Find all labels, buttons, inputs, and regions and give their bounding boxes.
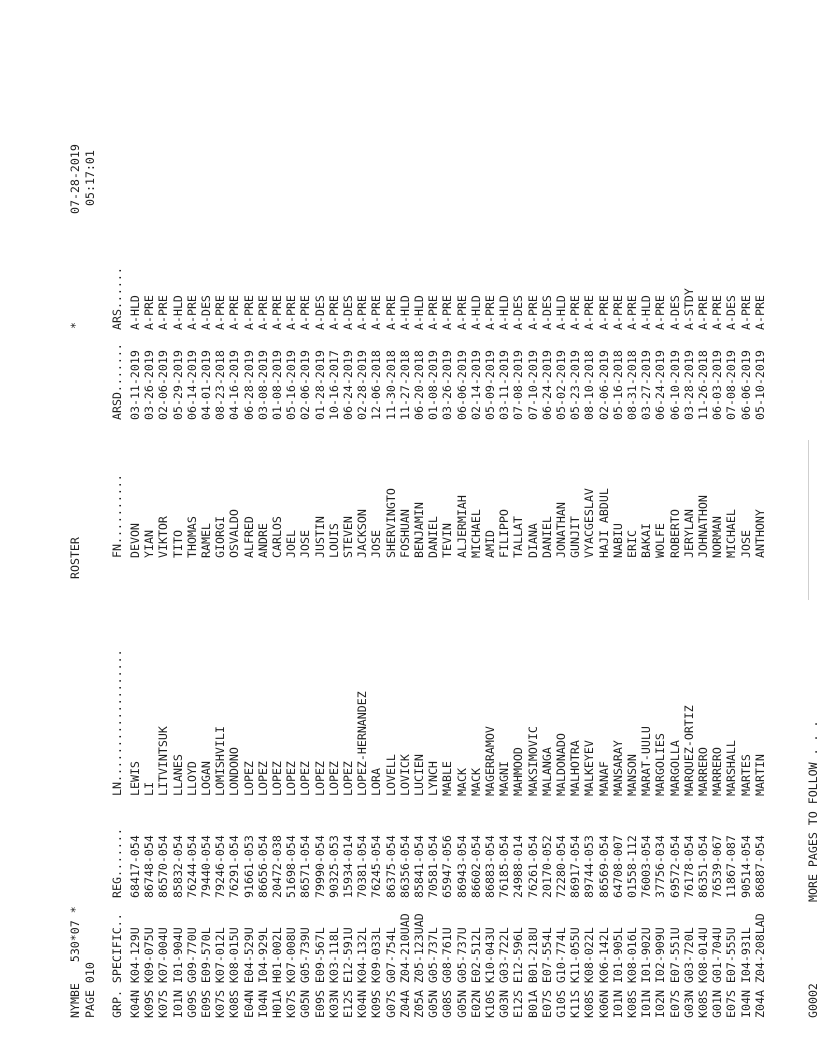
cell-last-name: MAGERRAMOV <box>483 726 497 796</box>
cell-ars: A-DES <box>539 295 554 330</box>
cell-first-name: FILIPPO <box>497 509 512 558</box>
cell-arsd: 04-16-2019 <box>227 350 242 420</box>
cell-last-name: LOPEZ <box>341 761 355 796</box>
cell-group: E07S E07-555U <box>724 927 739 1018</box>
cell-first-name: GIORGI <box>213 516 228 558</box>
cell-last-name: MARRERO <box>710 747 725 796</box>
cell-arsd: 02-06-2019 <box>156 350 171 420</box>
cell-reg: 85841-054 <box>412 835 426 898</box>
cell-first-name: JOSE <box>738 530 753 558</box>
cell-first-name: JOSE <box>298 530 313 558</box>
cell-last-name: MANSON <box>625 754 639 796</box>
cell-ars: A-PRE <box>525 295 540 330</box>
cell-first-name: BAKAI <box>639 523 654 558</box>
cell-last-name: MARRERO <box>696 747 710 796</box>
cell-arsd: 06-06-2019 <box>738 350 753 420</box>
cell-ars: A-PRE <box>653 295 668 330</box>
cell-reg: 86887-054 <box>752 835 767 898</box>
cell-first-name: YIAN <box>142 530 157 558</box>
cell-first-name: STEVEN <box>341 516 355 558</box>
cell-first-name: NABIU <box>610 523 625 558</box>
cell-arsd: 03-08-2019 <box>255 350 270 420</box>
cell-group: I01N I01-905L <box>610 927 625 1018</box>
cell-first-name: VIKTOR <box>156 516 171 558</box>
cell-last-name: LOPEZ <box>312 761 327 796</box>
cell-first-name: THOMAS <box>184 516 199 558</box>
cell-group: K08S K08-014U <box>696 927 710 1018</box>
cell-arsd: 08-31-2018 <box>625 350 639 420</box>
cell-group: G08S G08-761U <box>440 927 455 1018</box>
cell-last-name: MAKSIMOVIC <box>525 726 540 796</box>
cell-last-name: MARQUEZ-ORTIZ <box>681 705 696 796</box>
cell-ars: A-PRE <box>696 295 710 330</box>
cell-reg: 15934-014 <box>341 835 355 898</box>
cell-last-name: MALHOTRA <box>568 740 583 796</box>
cell-group: I04N I04-931L <box>738 927 753 1018</box>
cell-arsd: 05-10-2019 <box>752 350 767 420</box>
cell-arsd: 03-11-2019 <box>497 350 512 420</box>
cell-first-name: ANDRE <box>255 523 270 558</box>
cell-reg: 76003-054 <box>639 835 654 898</box>
cell-group: Z04A Z04-210UAD <box>397 913 412 1018</box>
cell-first-name: DEVON <box>128 523 142 558</box>
cell-arsd: 03-26-2019 <box>142 350 157 420</box>
cell-first-name: MICHAEL <box>724 509 739 558</box>
cell-group: K11S K11-055U <box>568 927 583 1018</box>
cell-last-name: MARSHALL <box>724 740 739 796</box>
cell-group: E12S E12-591U <box>341 927 355 1018</box>
cell-last-name: MARTES <box>738 754 753 796</box>
cell-first-name: SHERVINGTO <box>383 488 398 558</box>
cell-reg: 11867-087 <box>724 835 739 898</box>
cell-ars: A-PRE <box>270 295 284 330</box>
cell-arsd: 05-09-2019 <box>483 350 497 420</box>
cell-last-name: LYNCH <box>426 761 441 796</box>
col-header-last-name: LN................... <box>110 649 124 796</box>
cell-first-name: JONATHAN <box>554 502 568 558</box>
cell-arsd: 07-08-2019 <box>724 350 739 420</box>
cell-arsd: 05-02-2019 <box>554 350 568 420</box>
cell-arsd: 06-24-2019 <box>539 350 554 420</box>
cell-first-name: FOSHUAN <box>397 509 412 558</box>
cell-last-name: LORA <box>369 768 384 796</box>
cell-reg: 86883-054 <box>483 835 497 898</box>
cell-ars: A-PRE <box>142 295 157 330</box>
cell-group: E09S E09-567L <box>312 927 327 1018</box>
cell-ars: A-PRE <box>596 295 611 330</box>
cell-arsd: 06-24-2019 <box>653 350 668 420</box>
cell-reg: 76244-054 <box>184 835 199 898</box>
cell-arsd: 10-16-2017 <box>326 350 341 420</box>
rotated-roster-page <box>60 54 820 1024</box>
report-time: 05:17:01 <box>83 150 97 206</box>
cell-first-name: JERYLAN <box>681 509 696 558</box>
cell-ars: A-PRE <box>483 295 497 330</box>
cell-ars: A-HLD <box>397 295 412 330</box>
cell-first-name: ROBERTO <box>667 509 682 558</box>
cell-first-name: DANIEL <box>426 516 441 558</box>
cell-ars: A-PRE <box>213 295 228 330</box>
cell-group: K09S K09-075U <box>142 927 157 1018</box>
cell-ars: A-DES <box>511 295 526 330</box>
cell-first-name: ANTHONY <box>752 509 767 558</box>
cell-first-name: MICHAEL <box>468 509 483 558</box>
cell-reg: 76261-054 <box>525 835 540 898</box>
cell-first-name: VYACGESLAV <box>582 488 597 558</box>
header-star: * <box>68 322 82 329</box>
cell-group: G01N G01-704U <box>710 927 725 1018</box>
cell-ars: A-PRE <box>355 295 370 330</box>
cell-group: E12S E12-596L <box>511 927 526 1018</box>
page-number: PAGE 010 <box>83 962 97 1018</box>
cell-ars: A-PRE <box>383 295 398 330</box>
cell-reg: 70581-054 <box>426 835 441 898</box>
col-header-arsd: ARSD....... <box>110 343 124 420</box>
cell-arsd: 06-10-2019 <box>667 350 682 420</box>
cell-group: E09S E09-570L <box>199 927 213 1018</box>
cell-arsd: 11-27-2018 <box>397 350 412 420</box>
cell-first-name: JACKSON <box>355 509 370 558</box>
cell-first-name: CARLOS <box>270 516 284 558</box>
cell-ars: A-HLD <box>128 295 142 330</box>
cell-reg: 85832-054 <box>170 835 185 898</box>
cell-group: B01A B01-218U <box>525 927 540 1018</box>
cell-last-name: LONDONO <box>227 747 242 796</box>
cell-arsd: 06-14-2019 <box>184 350 199 420</box>
cell-reg: 24988-014 <box>511 835 526 898</box>
cell-group: G07S G07-754L <box>383 927 398 1018</box>
cell-last-name: LOPEZ <box>326 761 341 796</box>
cell-ars: A-PRE <box>426 295 441 330</box>
cell-ars: A-HLD <box>639 295 654 330</box>
cell-group: E07S E07-551U <box>667 927 682 1018</box>
cell-group: K08S K08-022L <box>582 927 597 1018</box>
cell-last-name: LUCIEN <box>412 754 426 796</box>
cell-arsd: 02-06-2019 <box>596 350 611 420</box>
cell-group: I01N I01-904U <box>170 927 185 1018</box>
cell-ars: A-PRE <box>568 295 583 330</box>
cell-last-name: LOMISHVILI <box>213 726 228 796</box>
cell-first-name: AMID <box>483 530 497 558</box>
cell-reg: 76291-054 <box>227 835 242 898</box>
cell-reg: 51698-054 <box>284 835 299 898</box>
cell-reg: 72280-054 <box>554 835 568 898</box>
cell-reg: 86917-054 <box>568 835 583 898</box>
cell-reg: 20472-038 <box>270 835 284 898</box>
col-header-reg: REG....... <box>110 828 124 898</box>
cell-reg: 01558-112 <box>625 835 639 898</box>
cell-last-name: MARGOLIES <box>653 733 668 796</box>
cell-group: K03N K03-118L <box>326 927 341 1018</box>
cell-reg: 20170-052 <box>539 835 554 898</box>
cell-ars: A-PRE <box>298 295 313 330</box>
cell-group: E07S E07-554L <box>539 927 554 1018</box>
col-header-first-name: FN.......... <box>110 474 124 558</box>
cell-first-name: ALFRED <box>241 516 256 558</box>
cell-first-name: BENJAMIN <box>412 502 426 558</box>
cell-reg: 76539-067 <box>710 835 725 898</box>
scan-artifact-line <box>808 440 809 600</box>
cell-last-name: LOPEZ <box>255 761 270 796</box>
cell-ars: A-PRE <box>752 295 767 330</box>
cell-arsd: 06-06-2019 <box>454 350 469 420</box>
cell-group: G05N G05-737L <box>426 927 441 1018</box>
cell-ars: A-PRE <box>241 295 256 330</box>
cell-last-name: LOPEZ <box>298 761 313 796</box>
cell-arsd: 01-08-2019 <box>426 350 441 420</box>
cell-first-name: TALLAT <box>511 516 526 558</box>
cell-first-name: TITO <box>170 530 185 558</box>
cell-group: G09S G09-770U <box>184 927 199 1018</box>
cell-reg: 86356-054 <box>397 835 412 898</box>
cell-last-name: LOPEZ <box>241 761 256 796</box>
report-id: NYMBE 530*07 * <box>68 906 82 1018</box>
cell-reg: 37756-034 <box>653 835 668 898</box>
cell-arsd: 05-23-2019 <box>568 350 583 420</box>
cell-first-name: ALJERMIAH <box>454 495 469 558</box>
cell-first-name: HAJI ABDUL <box>596 488 611 558</box>
cell-last-name: LOPEZ-HERNANDEZ <box>355 691 370 796</box>
cell-last-name: MACK <box>468 768 483 796</box>
report-title: ROSTER <box>68 537 82 579</box>
cell-arsd: 05-16-2019 <box>284 350 299 420</box>
col-header-ars: ARS...... <box>110 267 124 330</box>
cell-first-name: WOLFE <box>653 523 668 558</box>
cell-first-name: DIANA <box>525 523 540 558</box>
roster-table <box>110 68 810 1018</box>
cell-ars: A-PRE <box>369 295 384 330</box>
cell-last-name: LOGAN <box>199 761 213 796</box>
cell-reg: 86571-054 <box>298 835 313 898</box>
cell-first-name: TEVIN <box>440 523 455 558</box>
cell-first-name: RAMEL <box>199 523 213 558</box>
cell-arsd: 05-16-2018 <box>610 350 625 420</box>
cell-ars: A-PRE <box>156 295 171 330</box>
cell-group: K04N K04-132L <box>355 927 370 1018</box>
cell-last-name: MARAT-UULU <box>639 726 654 796</box>
cell-ars: A-PRE <box>738 295 753 330</box>
cell-ars: A-PRE <box>625 295 639 330</box>
cell-ars: A-DES <box>724 295 739 330</box>
cell-ars: A-PRE <box>454 295 469 330</box>
cell-ars: A-HLD <box>412 295 426 330</box>
cell-arsd: 08-10-2018 <box>582 350 597 420</box>
cell-last-name: MAHMOOD <box>511 747 526 796</box>
cell-last-name: MABLE <box>440 761 455 796</box>
cell-arsd: 03-11-2019 <box>128 350 142 420</box>
table-header-row <box>110 267 125 1018</box>
cell-group: I01N I01-902U <box>639 927 654 1018</box>
footer-code: G0002 <box>806 983 820 1018</box>
cell-group: G03N G03-722L <box>497 927 512 1018</box>
cell-last-name: MARGOLLA <box>667 740 682 796</box>
cell-last-name: LOPEZ <box>284 761 299 796</box>
cell-group: Z04A Z04-208LAD <box>752 913 767 1018</box>
cell-group: G10S G10-774L <box>554 927 568 1018</box>
cell-ars: A-HLD <box>554 295 568 330</box>
cell-ars: A-PRE <box>255 295 270 330</box>
cell-arsd: 06-03-2019 <box>710 350 725 420</box>
cell-group: I04N I04-929L <box>255 927 270 1018</box>
cell-ars: A-PRE <box>284 295 299 330</box>
cell-first-name: JOEL <box>284 530 299 558</box>
cell-reg: 86351-054 <box>696 835 710 898</box>
cell-reg: 70381-054 <box>355 835 370 898</box>
cell-reg: 76178-054 <box>681 835 696 898</box>
cell-reg: 86656-054 <box>255 835 270 898</box>
cell-reg: 79246-054 <box>213 835 228 898</box>
cell-group: G03N G03-720L <box>681 927 696 1018</box>
cell-group: K08S K08-015U <box>227 927 242 1018</box>
cell-ars: A-PRE <box>610 295 625 330</box>
cell-last-name: MAGNI <box>497 761 512 796</box>
cell-group: K07S K07-004U <box>156 927 171 1018</box>
cell-last-name: LOPEZ <box>270 761 284 796</box>
cell-group: K08S K08-016L <box>625 927 639 1018</box>
cell-reg: 91661-053 <box>241 835 256 898</box>
cell-group: H01A H01-002L <box>270 927 284 1018</box>
cell-ars: A-PRE <box>582 295 597 330</box>
cell-ars: A-HLD <box>497 295 512 330</box>
cell-first-name: OSVALDO <box>227 509 242 558</box>
cell-reg: 79990-054 <box>312 835 327 898</box>
cell-last-name: MANAF <box>596 761 611 796</box>
cell-arsd: 03-26-2019 <box>440 350 455 420</box>
cell-arsd: 12-06-2018 <box>369 350 384 420</box>
cell-reg: 64708-007 <box>610 835 625 898</box>
cell-reg: 68417-054 <box>128 835 142 898</box>
cell-ars: A-PRE <box>227 295 242 330</box>
cell-ars: A-HLD <box>170 295 185 330</box>
cell-last-name: MALANGA <box>539 747 554 796</box>
cell-ars: A-PRE <box>326 295 341 330</box>
cell-last-name: LLOYD <box>184 761 199 796</box>
cell-group: K06N K06-142L <box>596 927 611 1018</box>
cell-ars: A-HLD <box>468 295 483 330</box>
cell-arsd: 04-01-2019 <box>199 350 213 420</box>
cell-reg: 86375-054 <box>383 835 398 898</box>
cell-reg: 90325-053 <box>326 835 341 898</box>
cell-group: K07S K07-008U <box>284 927 299 1018</box>
cell-arsd: 01-28-2019 <box>312 350 327 420</box>
cell-reg: 86943-054 <box>454 835 469 898</box>
cell-ars: A-PRE <box>440 295 455 330</box>
cell-group: I02N I02-909U <box>653 927 668 1018</box>
cell-last-name: LOVICK <box>397 754 412 796</box>
cell-arsd: 02-28-2019 <box>355 350 370 420</box>
cell-ars: A-DES <box>667 295 682 330</box>
cell-group: G05N G05-737U <box>454 927 469 1018</box>
cell-group: E04N E04-529U <box>241 927 256 1018</box>
cell-reg: 76245-054 <box>369 835 384 898</box>
cell-arsd: 06-28-2019 <box>241 350 256 420</box>
cell-arsd: 05-29-2019 <box>170 350 185 420</box>
cell-reg: 86570-054 <box>156 835 171 898</box>
cell-arsd: 03-27-2019 <box>639 350 654 420</box>
cell-last-name: LITVINTSUK <box>156 726 171 796</box>
cell-reg: 76185-054 <box>497 835 512 898</box>
cell-first-name: LOUIS <box>326 523 341 558</box>
cell-first-name: GUNJIT <box>568 516 583 558</box>
cell-arsd: 11-26-2018 <box>696 350 710 420</box>
cell-arsd: 07-08-2019 <box>511 350 526 420</box>
report-date: 07-28-2019 <box>68 144 82 214</box>
col-header-group: GRP. SPECIFIC.. <box>110 913 124 1018</box>
cell-group: K04N K04-129U <box>128 927 142 1018</box>
cell-group: E02N E02-512L <box>468 927 483 1018</box>
cell-arsd: 08-23-2018 <box>213 350 228 420</box>
cell-last-name: LOVELL <box>383 754 398 796</box>
cell-ars: A-PRE <box>184 295 199 330</box>
cell-first-name: JOHNATHON <box>696 495 710 558</box>
cell-ars: A-DES <box>199 295 213 330</box>
cell-last-name: MALDONADO <box>554 733 568 796</box>
cell-arsd: 02-14-2019 <box>468 350 483 420</box>
cell-first-name: JOSE <box>369 530 384 558</box>
cell-last-name: MARTIN <box>752 754 767 796</box>
cell-group: K09S K09-033L <box>369 927 384 1018</box>
cell-last-name: MALKEYEV <box>582 740 597 796</box>
cell-last-name: LLANES <box>170 754 185 796</box>
cell-last-name: MACK <box>454 768 469 796</box>
cell-first-name: ERIC <box>625 530 639 558</box>
cell-arsd: 06-24-2019 <box>341 350 355 420</box>
cell-first-name: DANIEL <box>539 516 554 558</box>
cell-ars: A-STDY <box>681 288 696 330</box>
cell-arsd: 11-30-2018 <box>383 350 398 420</box>
cell-arsd: 02-06-2019 <box>298 350 313 420</box>
cell-ars: A-PRE <box>710 295 725 330</box>
cell-last-name: LI <box>142 782 157 796</box>
cell-first-name: JUSTIN <box>312 516 327 558</box>
cell-reg: 65947-056 <box>440 835 455 898</box>
cell-reg: 86569-054 <box>596 835 611 898</box>
cell-ars: A-DES <box>341 295 355 330</box>
cell-reg: 79440-054 <box>199 835 213 898</box>
cell-arsd: 03-28-2019 <box>681 350 696 420</box>
cell-group: K10S K10-043U <box>483 927 497 1018</box>
cell-group: G05N G05-739U <box>298 927 313 1018</box>
cell-reg: 90514-054 <box>738 835 753 898</box>
cell-arsd: 07-10-2019 <box>525 350 540 420</box>
cell-last-name: MANSARAY <box>610 740 625 796</box>
cell-reg: 69572-054 <box>667 835 682 898</box>
cell-group: K07S K07-012L <box>213 927 228 1018</box>
footer-note: MORE PAGES TO FOLLOW . . . <box>806 720 820 902</box>
cell-reg: 89744-053 <box>582 835 597 898</box>
cell-first-name: NORMAN <box>710 516 725 558</box>
cell-last-name: LEWIS <box>128 761 142 796</box>
cell-arsd: 01-08-2019 <box>270 350 284 420</box>
cell-ars: A-DES <box>312 295 327 330</box>
cell-group: Z05A Z05-123UAD <box>412 913 426 1018</box>
cell-reg: 86748-054 <box>142 835 157 898</box>
cell-reg: 86602-054 <box>468 835 483 898</box>
cell-arsd: 06-20-2018 <box>412 350 426 420</box>
